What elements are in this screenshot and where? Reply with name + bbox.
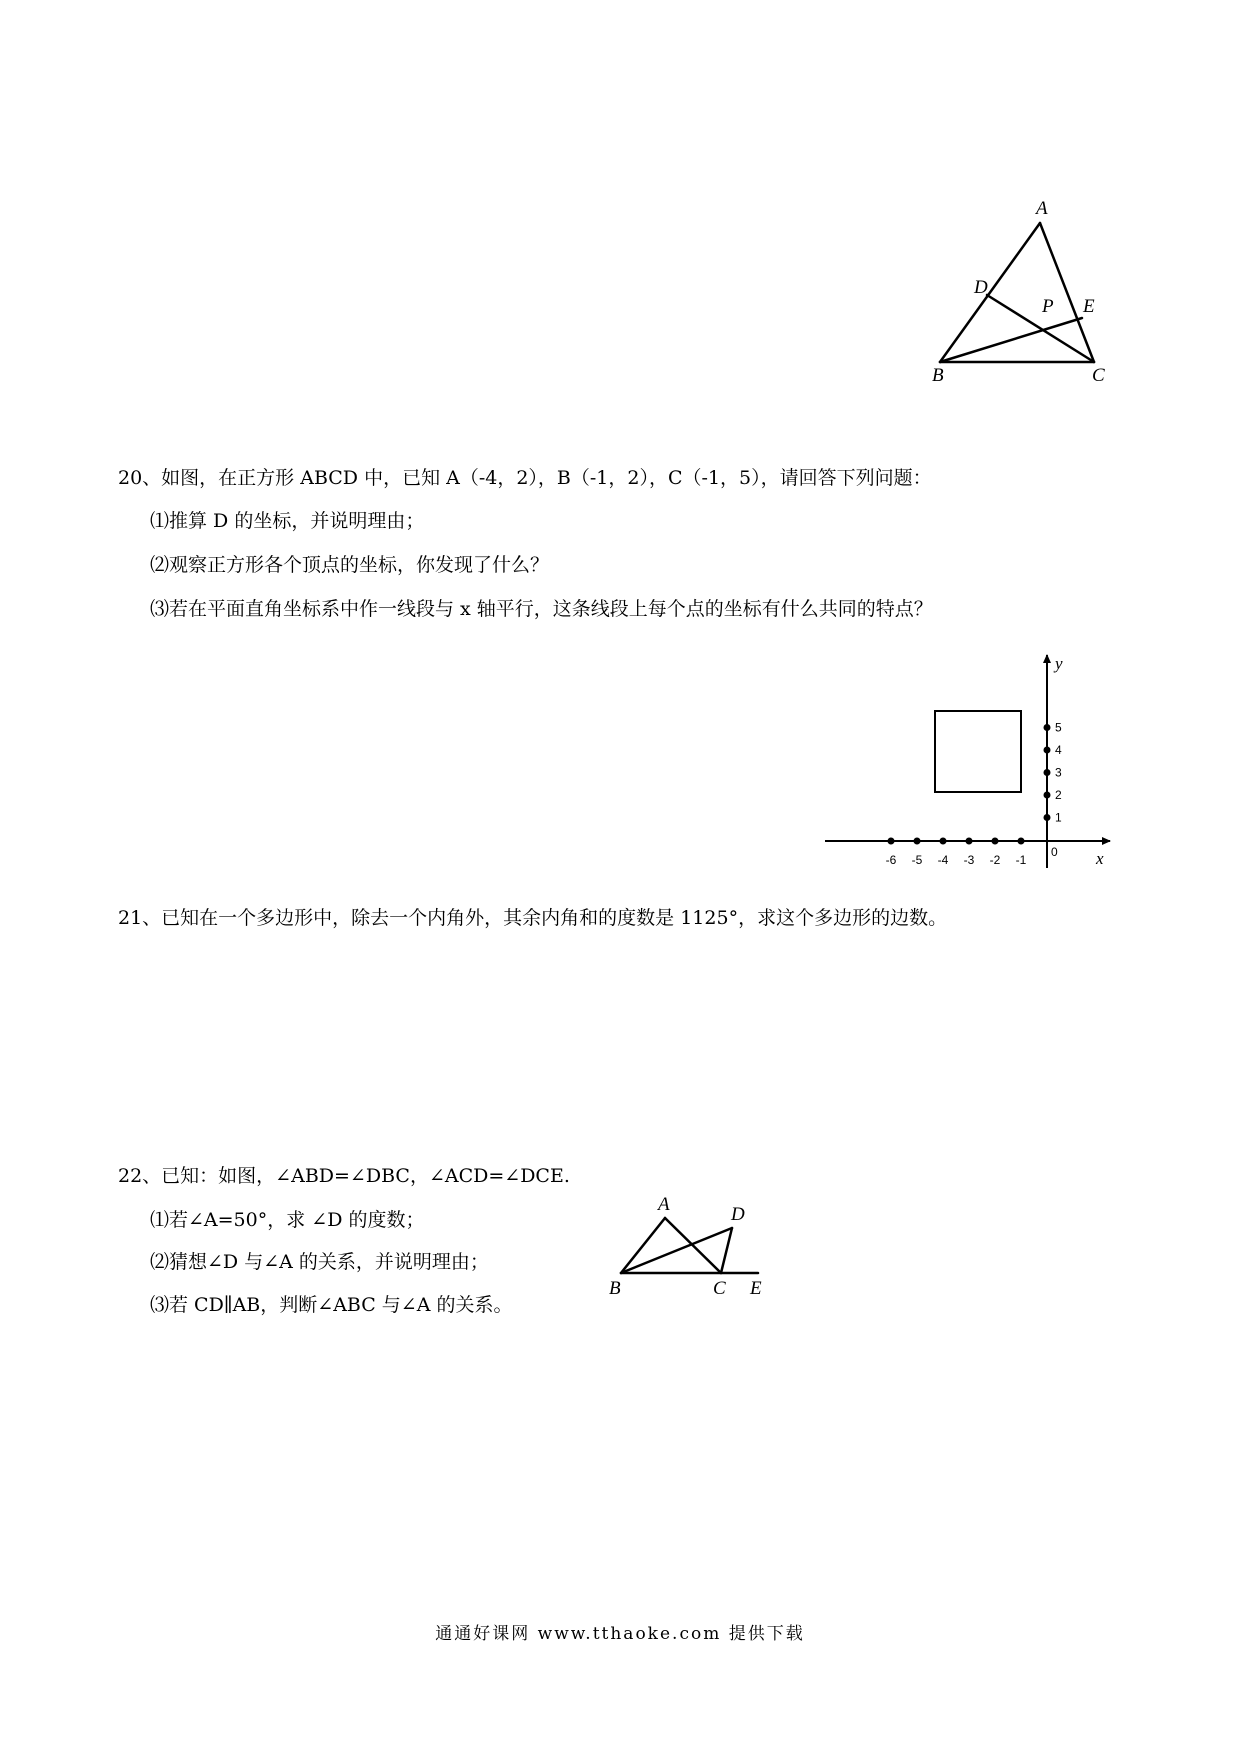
- segment-ac: [665, 1218, 721, 1273]
- segment-ab: [940, 223, 1040, 362]
- segment-cd: [721, 1228, 732, 1273]
- x-tick-label: -2: [989, 853, 1001, 867]
- label-e: E: [1083, 296, 1095, 317]
- q22-sub3: ⑶若 CD∥AB，判断∠ABC 与∠A 的关系。: [150, 1294, 513, 1316]
- segment-ac: [1040, 223, 1094, 362]
- label-c: C: [713, 1278, 726, 1299]
- x-tick-dot: [1018, 838, 1025, 845]
- y-tick-label: 3: [1055, 765, 1062, 780]
- square-abcd: [935, 711, 1021, 792]
- y-axis-label: y: [1055, 654, 1063, 673]
- label-d: D: [731, 1204, 745, 1225]
- y-tick-dot: [1044, 747, 1051, 754]
- label-c: C: [1092, 365, 1105, 386]
- x-tick-label: -5: [911, 853, 923, 867]
- x-tick-label: -3: [963, 853, 975, 867]
- label-d: D: [974, 277, 988, 298]
- y-tick-label: 2: [1055, 788, 1062, 802]
- q21-stem: 21、已知在一个多边形中，除去一个内角外，其余内角和的度数是 1125°，求这个多边形的边数。: [118, 907, 948, 929]
- triangle-figure-q19: [920, 195, 1140, 395]
- y-tick-dot: [1044, 792, 1051, 799]
- label-a: A: [1036, 198, 1048, 219]
- label-a: A: [658, 1194, 670, 1215]
- x-tick-dot: [914, 838, 921, 845]
- coordinate-figure-q20: [820, 650, 1120, 870]
- label-e: E: [750, 1278, 762, 1299]
- q22-sub2: ⑵猜想∠D 与∠A 的关系，并说明理由；: [150, 1251, 489, 1273]
- y-tick-dot: [1044, 724, 1051, 731]
- q20-sub3: ⑶若在平面直角坐标系中作一线段与 x 轴平行，这条线段上每个点的坐标有什么共同的特点？: [150, 598, 933, 620]
- q22-sub1: ⑴若∠A=50°，求 ∠D 的度数；: [150, 1209, 425, 1231]
- q20-stem: 20、如图，在正方形 ABCD 中，已知 A（-4，2），B（-1，2），C（-1，5），请回答下列问题：: [118, 467, 932, 489]
- segment-cd: [987, 295, 1094, 362]
- q22-stem: 22、已知：如图，∠ABD=∠DBC，∠ACD=∠DCE.: [118, 1165, 570, 1187]
- q20-sub2: ⑵观察正方形各个顶点的坐标，你发现了什么？: [150, 554, 550, 576]
- y-tick-dot: [1044, 814, 1051, 821]
- x-tick-dot: [888, 838, 895, 845]
- label-b: B: [609, 1278, 621, 1299]
- x-tick-label: -4: [937, 853, 949, 867]
- x-tick-dot: [966, 838, 973, 845]
- q20-sub1: ⑴推算 D 的坐标，并说明理由；: [150, 510, 425, 532]
- label-p: P: [1042, 296, 1054, 317]
- x-axis-label: x: [1096, 849, 1104, 868]
- origin-label: 0: [1051, 845, 1058, 859]
- y-tick-label: 4: [1055, 743, 1062, 757]
- x-tick-dot: [992, 838, 999, 845]
- x-tick-dot: [940, 838, 947, 845]
- page-footer: 通通好课网 www.tthaoke.com 提供下载: [435, 1624, 805, 1644]
- y-tick-label: 1: [1055, 810, 1062, 825]
- y-tick-label: 5: [1055, 720, 1062, 735]
- x-tick-label: -1: [1015, 853, 1027, 867]
- x-tick-label: -6: [885, 853, 897, 867]
- angle-figure-q22: [600, 1190, 790, 1300]
- label-b: B: [932, 365, 944, 386]
- y-tick-dot: [1044, 769, 1051, 776]
